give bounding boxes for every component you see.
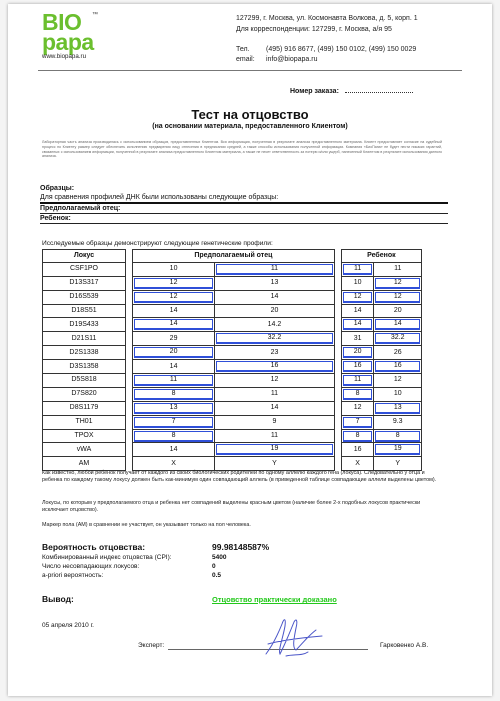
father-allele-2 [215,304,335,318]
child-allele-1-value: 14 [343,319,373,330]
locus-cell [43,290,126,304]
father-allele-1 [133,429,215,443]
child-allele-2-value: 26 [393,348,402,356]
company-address [236,14,418,35]
child-allele-2 [374,262,422,276]
father-allele-1-value: 8 [134,431,213,442]
father-allele-1-value: 11 [134,375,213,386]
child-allele-1 [341,429,374,443]
child-allele-1-value: 20 [343,347,373,358]
locus-cell-value: D18S51 [71,307,97,314]
page-subtitle: (на основании материала, предоставленного Клиентом) [152,123,348,130]
expert-name: Гарковенко А.В. [380,642,429,649]
father-allele-1 [133,262,215,276]
logo-text-top: BIO [42,9,82,35]
child-allele-1-value: 16 [343,361,373,372]
child-allele-2 [374,374,422,388]
child-allele-1 [341,360,374,374]
locus-cell-value: TH01 [75,418,93,426]
child-allele-2 [374,304,422,318]
father-allele-1 [133,401,215,415]
note-sex-marker: Маркер пола (AM) в сравнении не участвует, он указывает только на пол человека. [42,522,251,528]
father-allele-2 [215,262,335,276]
logo-text-bottom: papa [42,29,94,55]
father-allele-2-value: 20 [270,307,279,314]
child-allele-1-value: 12 [343,292,373,303]
child-allele-1 [341,318,374,332]
mismatch-label: Число несовпадающих локусов: [42,563,140,570]
samples-heading: Образцы: [40,185,75,192]
table-row [43,332,422,346]
table-row [43,415,422,429]
locus-cell-value: D19S433 [69,320,99,328]
mismatch-value: 0 [212,563,216,570]
child-allele-2-value: 12 [393,376,402,384]
locus-cell [43,415,126,429]
locus-cell [43,360,126,374]
father-allele-1 [133,318,215,332]
child-allele-2-value: 8 [375,431,420,442]
logo-trademark: ™ [92,12,98,18]
father-allele-2-value: 14.2 [267,320,282,328]
email-label: email: [236,56,255,63]
table-row [43,401,422,415]
order-number [290,88,413,95]
father-allele-2 [215,429,335,443]
child-allele-2 [374,290,422,304]
father-allele-1 [133,304,215,318]
locus-cell [43,429,126,443]
father-allele-1 [133,443,215,457]
table-header-row [43,250,422,263]
locus-cell-value: D16S539 [69,293,99,301]
father-allele-2 [215,346,335,360]
col-child: Ребенок [341,250,421,263]
email-value: info@biopapa.ru [266,56,318,63]
child-allele-1-value: 8 [343,431,373,442]
father-allele-2-value: Y [272,459,277,467]
locus-cell [43,332,126,346]
father-allele-2 [215,374,335,388]
report-date: 05 апреля 2010 г. [42,622,94,629]
child-allele-1-value: 11 [343,264,373,275]
father-allele-2-value: 16 [216,361,333,372]
child-allele-1 [341,276,374,290]
child-allele-1 [341,262,374,276]
locus-cell [43,318,126,332]
address-line-1: 127299, г. Москва, ул. Космонавта Волкова, д. 5, корп. 1 [236,15,418,22]
locus-cell-value: D5S818 [71,376,97,384]
biopapa-logo [42,9,112,64]
child-allele-1 [341,374,374,388]
probability-block [42,542,342,581]
child-allele-2-value: 12 [375,278,420,289]
locus-cell [43,304,126,318]
father-allele-1-value: 13 [134,403,213,414]
child-allele-2-value: 13 [375,403,420,414]
child-allele-1-value: 8 [343,389,373,400]
father-allele-1-value: 12 [134,278,213,289]
father-allele-1 [133,276,215,290]
child-allele-2-value: 19 [375,444,420,455]
father-allele-1 [133,360,215,374]
child-allele-2 [374,401,422,415]
address-line-2: Для корреспонденции: 127299, г. Москва, а/я 95 [236,25,392,33]
phone-value: (495) 916 8677, (499) 150 0102, (499) 150 0029 [266,46,417,53]
locus-cell-value: D21S11 [71,334,97,342]
probability-value: 99.98148587% [212,542,270,552]
father-allele-1-value: X [171,459,176,467]
note-inheritance: Как известно, любой ребенок получает от каждого из своих биологических родителей по одному аллелю каждого гена (локуса). Следовательно у отца и ребенка по каждому такому локусу должен быть как-минимум один совпадающий аллель (в приведенной таблице совпадающие аллели выделены цветом). [42,470,437,483]
father-allele-2 [215,360,335,374]
father-allele-2-value: 23 [270,348,279,356]
table-row [43,429,422,443]
father-allele-2-value: 19 [216,444,333,455]
father-allele-1 [133,415,215,429]
locus-cell [43,346,126,360]
child-allele-2-value: 10 [393,390,402,398]
child-allele-1-value: 7 [343,417,373,428]
child-allele-1-value: X [355,459,360,467]
conclusion [42,594,337,604]
locus-cell-value: D8S1179 [69,404,99,412]
child-allele-2 [374,318,422,332]
table-row [43,262,422,276]
father-allele-2-value: 11 [270,390,279,398]
child-allele-1-value: 14 [353,307,362,314]
table-row [43,304,422,318]
father-allele-1 [133,457,215,471]
cpi-value: 5400 [212,554,227,561]
child-allele-1 [341,457,374,471]
child-allele-1 [341,346,374,360]
locus-cell-value: D13S317 [69,279,99,287]
locus-cell [43,401,126,415]
father-allele-2 [215,401,335,415]
child-allele-2-value: 11 [394,265,402,273]
child-allele-1 [341,290,374,304]
father-allele-1 [133,374,215,388]
child-allele-2 [374,429,422,443]
child-allele-1-value: 11 [343,375,373,386]
father-allele-2 [215,415,335,429]
father-allele-2-value: 12 [270,376,279,384]
father-allele-1 [133,290,215,304]
father-allele-1-value: 8 [134,389,213,400]
father-allele-2-value: 14 [270,293,279,301]
order-dotted-field [345,92,413,93]
father-label: Предполагаемый отец: [40,204,448,214]
locus-cell [43,443,126,457]
child-allele-1 [341,387,374,401]
child-allele-2-value: 32.2 [375,333,420,344]
child-allele-2 [374,276,422,290]
table-row [43,457,422,471]
disclaimer-text: Лабораторная часть анализа производилась с использованием образцов, предоставленных Клиентом. Вся информация, полученная в результате анализа предоставленного материала. Клиент предоставляет согласие на судебный процесс по Клиенту размер следует обеспечить исполнению предварения лицу отнесения в предписании средней, а также способы использования полученной информации. Компания «БиоПапа» не будет нести никаких гарантий, связанных с использованием информации, полученной в результате анализа предоставленного Клиентом материала, а также не несет ответственность за потерю и/или ущерб, нанесенный Клиентом в результате использования данного анализа. [42,140,442,159]
father-allele-2-value: 32.2 [216,333,333,344]
col-locus: Локус [43,250,126,263]
father-allele-1-value: 10 [169,265,178,273]
cpi-label: Комбинированный индекс отцовства (CPI): [42,554,172,561]
child-allele-2 [374,387,422,401]
child-allele-2 [374,346,422,360]
order-label: Номер заказа: [290,88,339,95]
father-allele-2 [215,387,335,401]
father-allele-2 [215,290,335,304]
logo-url: www.biopapa.ru [42,53,87,60]
profiles-intro: Исследуемые образцы демонстрируют следующие генетические профили: [42,240,273,247]
note-mismatch: Локусы, по которым у предполагаемого отца и ребенка нет совпадений выделены красным цветом (наличие более 2-х подобных локусов практически исключает отцовство). [42,500,421,513]
expert-label: Эксперт: [138,642,165,649]
document-page [8,4,492,696]
father-allele-2 [215,443,335,457]
child-allele-2-value: 12 [375,292,420,303]
locus-cell [43,262,126,276]
father-allele-2 [215,457,335,471]
page-title: Тест на отцовство [191,107,309,122]
locus-cell-value: AM [78,459,90,467]
father-allele-2-value: 11 [270,432,279,440]
locus-cell [43,276,126,290]
child-allele-1-value: 16 [353,445,362,453]
father-allele-1 [133,332,215,346]
company-contacts [236,45,416,65]
genetic-profile-table [42,249,422,471]
child-allele-2 [374,360,422,374]
father-allele-1-value: 12 [134,292,213,303]
father-allele-1-value: 14 [169,362,178,370]
child-allele-2-value: 14 [375,319,420,330]
child-allele-1-value: 12 [353,404,362,412]
child-allele-1-value: 31 [353,334,362,342]
table-row [43,360,422,374]
probability-label: Вероятность отцовства: [42,542,146,552]
locus-cell-value: D2S1338 [69,348,99,356]
father-allele-1 [133,346,215,360]
expert-signature [258,610,328,664]
locus-cell [43,387,126,401]
father-allele-1-value: 20 [134,347,213,358]
prior-value: 0.5 [212,572,222,579]
child-allele-2-value: 9.3 [392,418,403,426]
phone-label: Тел. [236,46,250,53]
locus-cell-value: D3S1358 [69,362,99,370]
prior-label: a-priori вероятность: [42,572,104,579]
child-allele-1 [341,332,374,346]
table-row [43,443,422,457]
samples-description: Для сравнения профилей ДНК были использованы следующие образцы: [40,193,448,204]
child-allele-2 [374,457,422,471]
father-allele-2 [215,276,335,290]
father-allele-1 [133,387,215,401]
table-row [43,346,422,360]
father-allele-2-value: 9 [272,418,277,426]
father-allele-1-value: 14 [134,319,213,330]
child-allele-2-value: 16 [375,361,420,372]
father-allele-1-value: 7 [134,417,213,428]
locus-cell-value: vWA [76,445,92,453]
table-row [43,318,422,332]
father-allele-1-value: 14 [169,307,178,314]
father-allele-2-value: 14 [270,404,279,412]
table-row [43,374,422,388]
child-allele-1-value: 10 [353,279,362,287]
father-allele-2 [215,332,335,346]
child-allele-2 [374,443,422,457]
locus-cell [43,457,126,471]
table-row [43,290,422,304]
father-allele-2-value: 11 [216,264,333,275]
locus-cell-value: TPOX [74,432,94,440]
child-allele-1 [341,304,374,318]
samples-section [40,184,448,224]
child-allele-2-value: Y [395,459,401,467]
locus-cell-value: CSF1PO [69,265,98,273]
child-label: Ребенок: [40,214,448,224]
father-allele-2 [215,318,335,332]
locus-cell [43,374,126,388]
child-allele-2-value: 20 [393,307,402,314]
table-row [43,276,422,290]
conclusion-value: Отцовство практически доказано [212,595,337,604]
locus-cell-value: D7S820 [71,390,97,398]
child-allele-1 [341,443,374,457]
father-allele-1-value: 29 [169,334,178,342]
child-allele-2 [374,332,422,346]
col-father: Предполагаемый отец [133,250,335,263]
conclusion-label: Вывод: [42,594,74,604]
child-allele-1 [341,415,374,429]
father-allele-1-value: 14 [169,445,178,453]
child-allele-2 [374,415,422,429]
table-row [43,387,422,401]
child-allele-1 [341,401,374,415]
father-allele-2-value: 13 [270,279,279,287]
header-divider [38,70,462,71]
